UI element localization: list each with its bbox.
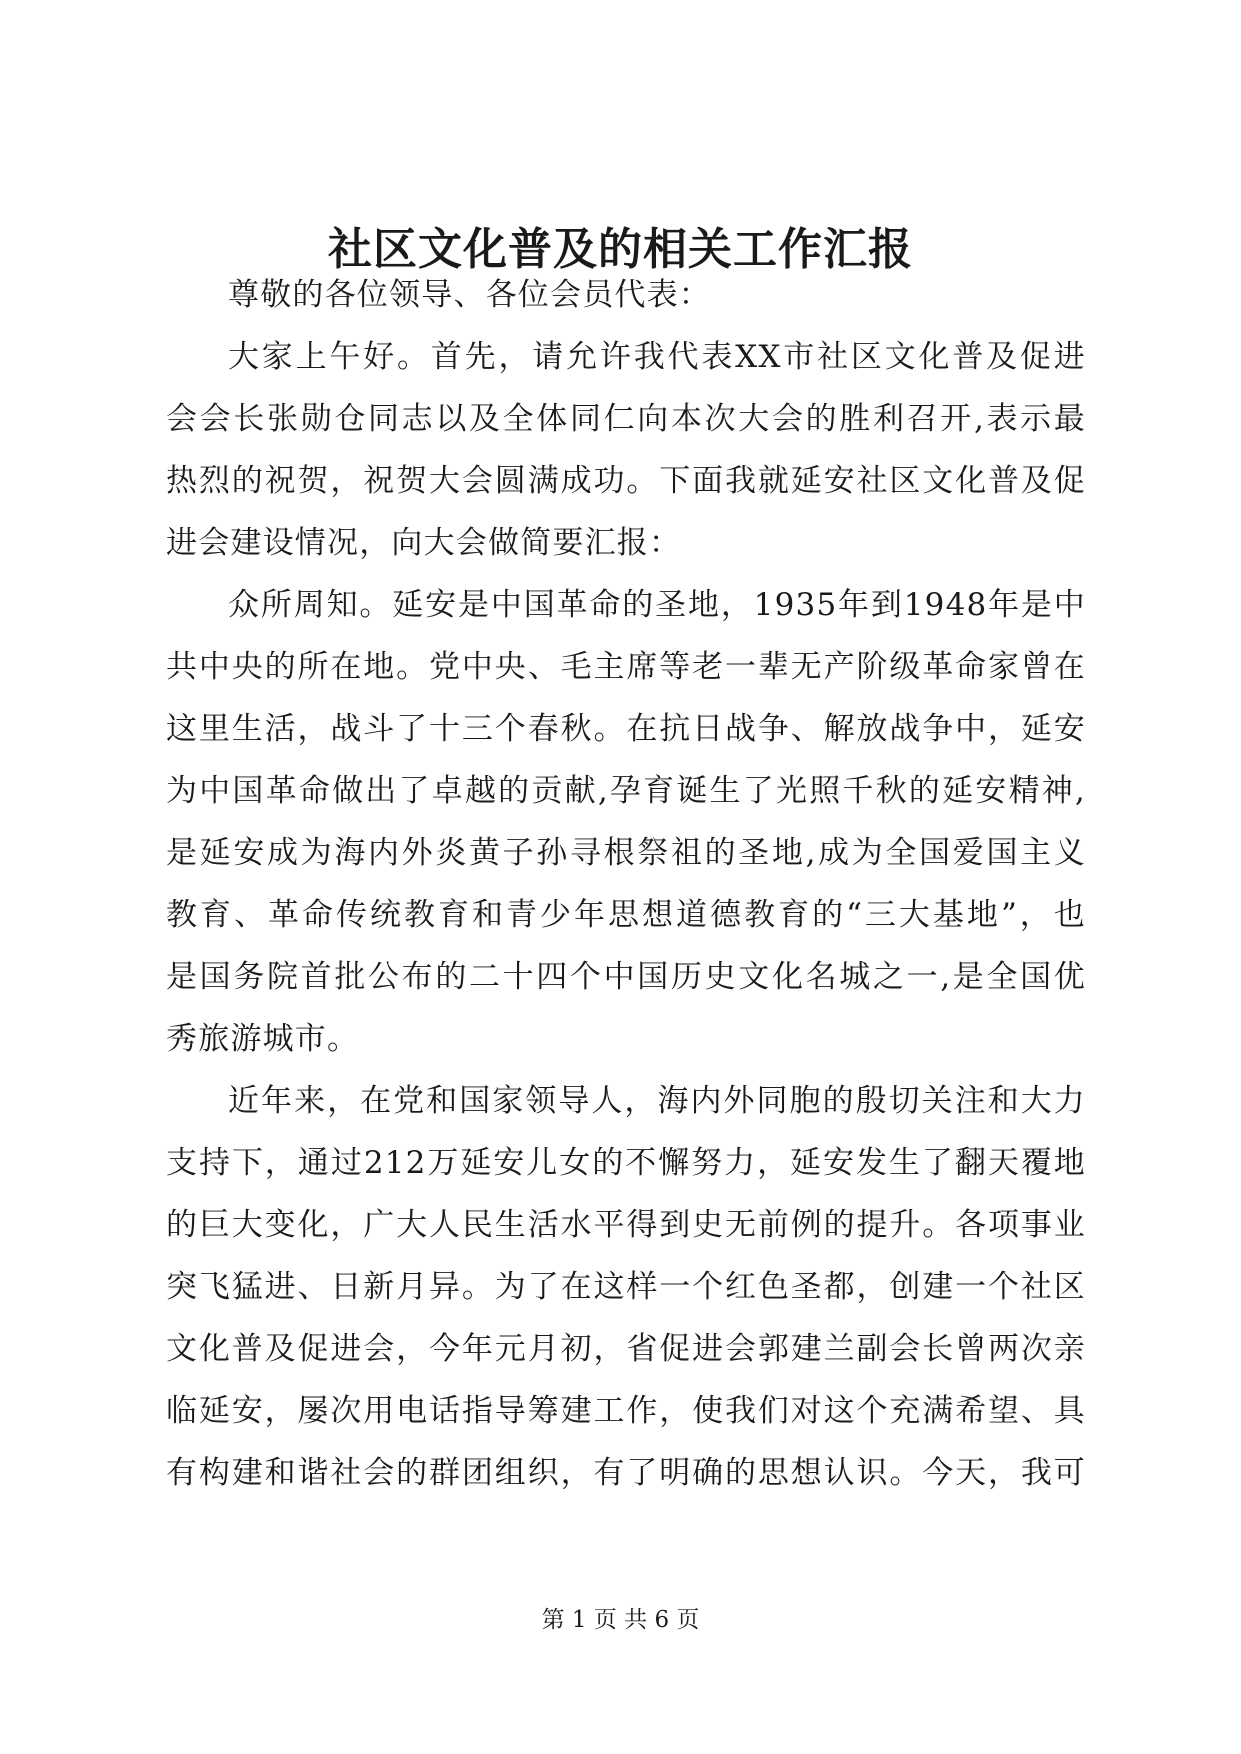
paragraph-line: 众所周知。延安是中国革命的圣地，1935年到1948年是中 [228, 587, 1086, 623]
document-title: 社区文化普及的相关工作汇报 [328, 224, 913, 275]
paragraph-line: 进会建设情况，向大会做简要汇报： [166, 525, 682, 561]
salutation-line: 尊敬的各位领导、各位会员代表： [228, 277, 711, 313]
salutation [166, 264, 1086, 326]
paragraph-line: 为中国革命做出了卓越的贡献,孕育诞生了光照千秋的延安精神, [166, 773, 1086, 809]
paragraph-line: 教育、革命传统教育和青少年思想道德教育的“三大基地”，也 [166, 897, 1086, 933]
document-body [166, 264, 1086, 1504]
paragraph-line: 支持下，通过212万延安儿女的不懈努力，延安发生了翻天覆地 [166, 1145, 1086, 1181]
paragraph-line: 热烈的祝贺，祝贺大会圆满成功。下面我就延安社区文化普及促 [166, 463, 1086, 499]
paragraph-line: 突飞猛进、日新月异。为了在这样一个红色圣都，创建一个社区 [166, 1269, 1086, 1305]
paragraph-line: 近年来，在党和国家领导人，海内外同胞的殷切关注和大力 [228, 1083, 1086, 1119]
paragraph-line: 秀旅游城市。 [166, 1021, 360, 1057]
paragraph-line: 文化普及促进会，今年元月初，省促进会郭建兰副会长曾两次亲 [166, 1331, 1086, 1367]
paragraph-line: 这里生活，战斗了十三个春秋。在抗日战争、解放战争中，延安 [166, 711, 1086, 747]
paragraph-line: 大家上午好。首先，请允许我代表XX市社区文化普及促进 [228, 339, 1086, 375]
paragraph-greeting [166, 326, 1086, 574]
paragraph-line: 有构建和谐社会的群团组织，有了明确的思想认识。今天，我可 [166, 1455, 1086, 1491]
page-number-footer: 第 1 页 共 6 页 [541, 1607, 700, 1633]
paragraph-line: 的巨大变化，广大人民生活水平得到史无前例的提升。各项事业 [166, 1207, 1086, 1243]
paragraph-line: 是国务院首批公布的二十四个中国历史文化名城之一,是全国优 [166, 959, 1086, 995]
paragraph-yanan-history [166, 574, 1086, 1070]
paragraph-line: 是延安成为海内外炎黄子孙寻根祭祖的圣地,成为全国爱国主义 [166, 835, 1086, 871]
paragraph-recent-years [166, 1070, 1086, 1504]
paragraph-line: 会会长张勋仓同志以及全体同仁向本次大会的胜利召开,表示最 [166, 401, 1086, 437]
paragraph-line: 共中央的所在地。党中央、毛主席等老一辈无产阶级革命家曾在 [166, 649, 1086, 685]
paragraph-line: 临延安，屡次用电话指导筹建工作，使我们对这个充满希望、具 [166, 1393, 1086, 1429]
